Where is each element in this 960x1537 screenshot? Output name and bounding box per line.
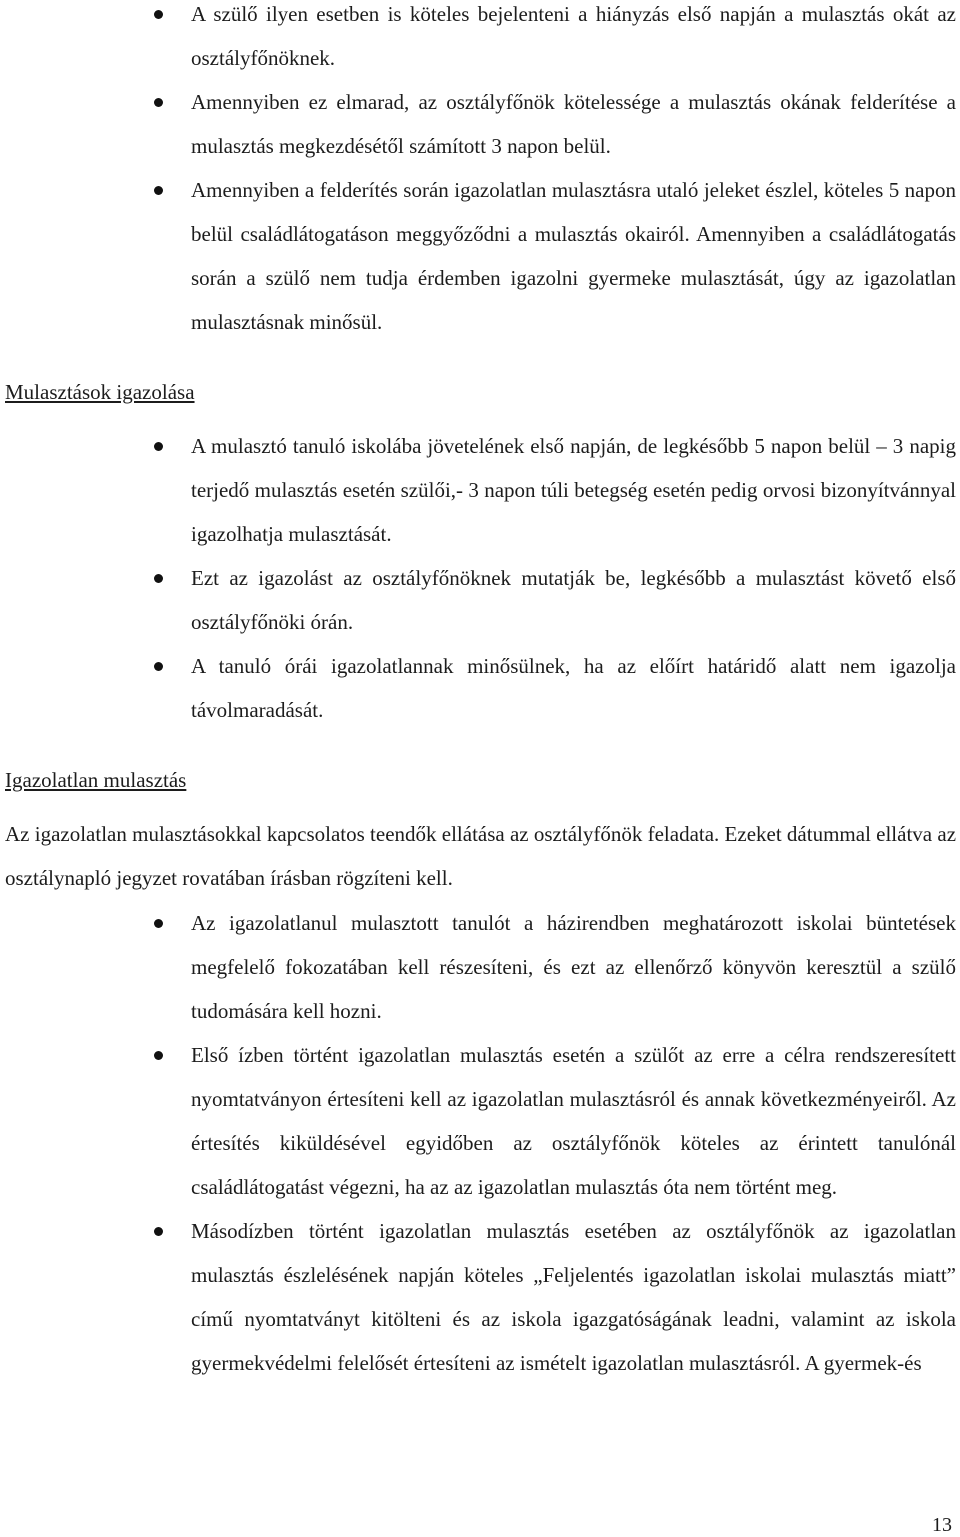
list-item [0,556,960,644]
list-item-text: Másodízben történt igazolatlan mulasztás esetében az osztályfőnök az igazolatlan mulasztás észlelésének napján köteles „Feljelentés igazolatlan iskolai mulasztás miatt” című nyomtatványt kitölteni és az iskola igazgatóságának leadni, valamint az iskola gyermekvédelmi felelősét értesíteni az ismételt igazolatlan mulasztásról. A gyermek-és [191,1219,956,1375]
list-item [0,80,960,168]
bullet-icon [154,1051,163,1060]
list-item [0,901,960,1033]
page-number: 13 [932,1514,952,1536]
bullet-icon [154,919,163,928]
list-item-text: Amennyiben ez elmarad, az osztályfőnök kötelessége a mulasztás okának felderítése a mulasztás megkezdésétől számított 3 napon belül. [191,90,956,158]
bullet-icon [154,662,163,671]
list-item-text: Az igazolatlanul mulasztott tanulót a házirendben meghatározott iskolai büntetések megfelelő fokozatában kell részesíteni, és ezt az ellenőrző könyvön keresztül a szülő tudomására kell hozni. [191,911,956,1023]
section-heading-unexcused: Igazolatlan mulasztás [5,768,187,792]
list-item [0,1209,960,1385]
paragraph-unexcused: Az igazolatlan mulasztásokkal kapcsolatos teendők ellátása az osztályfőnök feladata. Ezeket dátummal ellátva az osztálynapló jegyzet rovatában írásban rögzíteni kell. [5,822,957,890]
list-item-text: A mulasztó tanuló iskolába jövetelének első napján, de legkésőbb 5 napon belül – 3 napig terjedő mulasztás esetén szülői,- 3 napon túli betegség esetén pedig orvosi bizonyítvánnyal igazolhatja mulasztását. [191,434,956,546]
list-item-text: Első ízben történt igazolatlan mulasztás esetén a szülőt az erre a célra rendszeresített nyomtatványon értesíteni kell az igazolatlan mulasztásról és annak következményeiről. Az értesítés kiküldésével egyidőben az osztályfőnök köteles az érintett tanulónál családlátogatást végezni, ha az az igazolatlan mulasztás óta nem történt meg. [191,1043,956,1199]
list-item [0,1033,960,1209]
list-item [0,424,960,556]
bullet-icon [154,442,163,451]
bullet-icon [154,10,163,19]
list-item-text: A szülő ilyen esetben is köteles bejelenteni a hiányzás első napján a mulasztás okát az osztályfőnöknek. [191,2,956,70]
bullet-icon [154,186,163,195]
list-item [0,168,960,344]
bullet-icon [154,1227,163,1236]
list-item-text: A tanuló órái igazolatlannak minősülnek, ha az előírt határidő alatt nem igazolja távolmaradását. [191,654,956,722]
list-item [0,0,960,80]
list-item-text: Amennyiben a felderítés során igazolatlan mulasztásra utaló jeleket észlel, köteles 5 napon belül családlátogatáson meggyőződni a mulasztás okairól. Amennyiben a családlátogatás során a szülő nem tudja érdemben igazolni gyermeke mulasztását, úgy az igazolatlan mulasztásnak minősül. [191,178,956,334]
bullet-icon [154,574,163,583]
bullet-list-notification [0,0,960,344]
bullet-list-unexcused [0,901,960,1385]
bullet-icon [154,98,163,107]
list-item-text: Ezt az igazolást az osztályfőnöknek mutatják be, legkésőbb a mulasztást követő első osztályfőnöki órán. [191,566,956,634]
bullet-list-excuse [0,424,960,732]
section-heading-excuse: Mulasztások igazolása [5,380,195,404]
list-item [0,644,960,732]
